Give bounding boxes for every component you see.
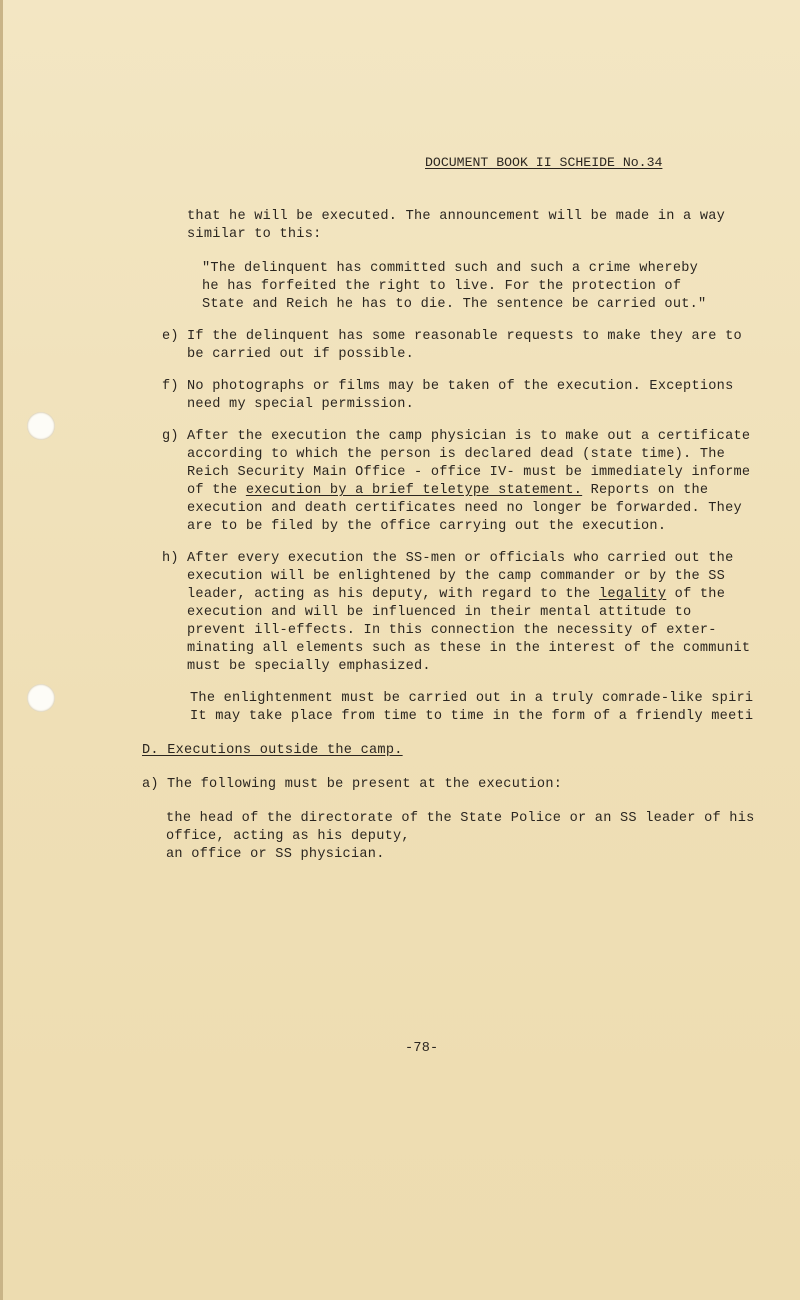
item-g-line-1: After the execution the camp physician is to make out a certificate (187, 429, 751, 444)
item-e-line-2: be carried out if possible. (187, 347, 415, 362)
quote-line-3: State and Reich he has to die. The sentence be carried out." (202, 297, 707, 312)
item-h-label: h) (162, 551, 179, 566)
item-h-line-5: prevent ill-effects. In this connection the necessity of exter- (187, 623, 717, 638)
item-h-line-4: execution and will be influenced in their mental attitude to (187, 605, 692, 620)
item-h-line-3-pre: leader, acting as his deputy, with regard to the (187, 587, 599, 602)
item-h-para2-line-1: The enlightenment must be carried out in a truly comrade-like spiri (190, 691, 754, 706)
item-g-line-3: Reich Security Main Office - office IV- must be immediately informe (187, 465, 751, 480)
item-h-line-6: minating all elements such as these in the interest of the communit (187, 641, 751, 656)
item-g-line-6: are to be filed by the office carrying out the execution. (187, 519, 667, 534)
intro-line-2: similar to this: (187, 227, 322, 242)
item-g-line-2: according to which the person is declared dead (state time). The (187, 447, 726, 462)
item-h-line-3-post: of the (666, 587, 726, 602)
punch-hole-upper (27, 412, 55, 440)
intro-line-1: that he will be executed. The announcement will be made in a way (187, 209, 726, 224)
legality-underlined: legality (598, 587, 667, 602)
paper-edge (0, 0, 3, 1300)
item-g-line-4-pre: of the (187, 483, 246, 498)
quote-line-2: he has forfeited the right to live. For the protection of (202, 279, 682, 294)
teletype-statement-underlined: execution by a brief teletype statement. (245, 483, 583, 498)
item-g-label: g) (162, 429, 179, 444)
item-h-line-7: must be specially emphasized. (187, 659, 431, 674)
page-number: -78- (405, 1041, 439, 1056)
item-h-line-3 (187, 586, 725, 603)
quote-line-1: "The delinquent has committed such and such a crime whereby (202, 261, 699, 276)
item-e-label: e) (162, 329, 179, 344)
item-e-line-1: If the delinquent has some reasonable requests to make they are to (187, 329, 742, 344)
item-f-label: f) (162, 379, 179, 394)
item-h-line-2: execution will be enlightened by the camp commander or by the SS (187, 569, 726, 584)
section-d-a-label: a) (142, 777, 159, 792)
item-g-line-4 (187, 482, 708, 499)
document-header: DOCUMENT BOOK II SCHEIDE No.34 (425, 155, 663, 170)
section-d-line-1: the head of the directorate of the State Police or an SS leader of his (166, 811, 755, 826)
section-d-line-2: office, acting as his deputy, (166, 829, 410, 844)
item-g-line-5: execution and death certificates need no longer be forwarded. They (187, 501, 742, 516)
section-d-line-3: an office or SS physician. (166, 847, 385, 862)
section-d-a-text: The following must be present at the execution: (167, 777, 563, 792)
item-h-para2-line-2: It may take place from time to time in the form of a friendly meeti (190, 709, 754, 724)
punch-hole-lower (27, 684, 55, 712)
item-h-line-1: After every execution the SS-men or officials who carried out the (187, 551, 734, 566)
item-g-line-4-post: Reports on the (582, 483, 709, 498)
section-d-heading: D. Executions outside the camp. (142, 743, 403, 758)
item-f-line-2: need my special permission. (187, 397, 415, 412)
item-f-line-1: No photographs or films may be taken of the execution. Exceptions (187, 379, 734, 394)
